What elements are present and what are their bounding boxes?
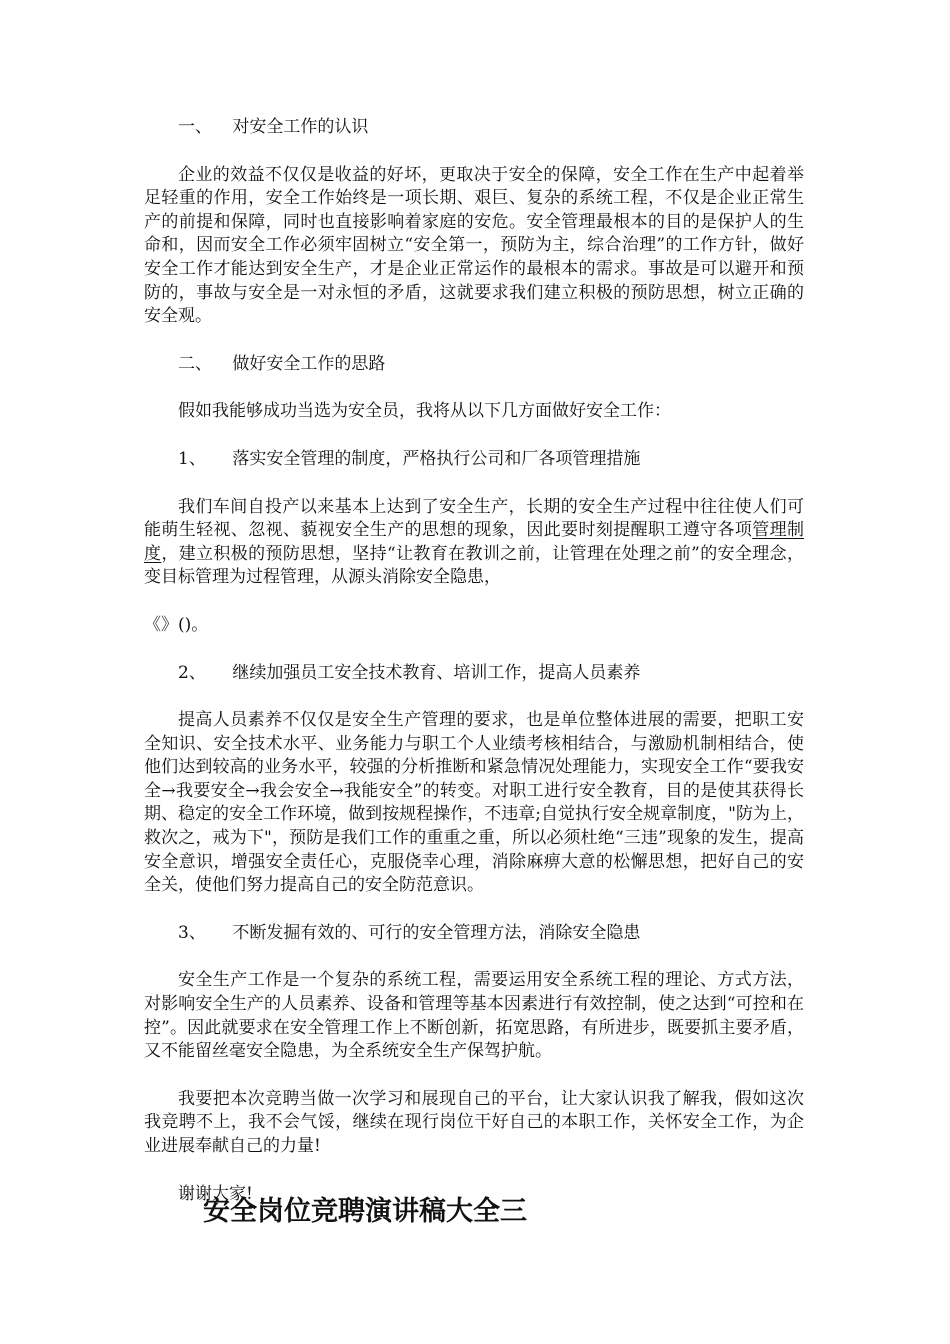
paragraph-4: 提高人员素养不仅仅是安全生产管理的要求，也是单位整体进展的需要，把职工安全知识、安全技术水平、业务能力与职工个人业绩考核相结合，与激励机制相结合，使他们达到较高的业务水平，较强的分析推断和紧急情况处理能力，实现安全工作“要我安全→我要安全→我会安全→我能安全”的转变。对职工进行安全教育，目的是使其获得长期、稳定的安全工作环境，做到按规程操作，不违章;自觉执行安全规章制度，"防为上，救次之，戒为下"，预防是我们工作的重重之重，所以必须杜绝“三违”现象的发生，提高安全意识，增强安全责任心，克服侥幸心理，消除麻痹大意的松懈思想，把好自己的安全关，使他们努力提高自己的安全防范意识。 bbox=[144, 710, 804, 896]
item-number: 2、 bbox=[178, 662, 206, 683]
heading-text: 对安全工作的认识 bbox=[232, 117, 369, 137]
list-item-1-heading bbox=[144, 448, 804, 472]
next-section-title: 安全岗位竞聘演讲稿大全三 bbox=[203, 1196, 527, 1227]
item-number: 3、 bbox=[178, 922, 206, 943]
item-text: 不断发掘有效的、可行的安全管理方法，消除安全隐患 bbox=[232, 922, 641, 943]
heading-text: 做好安全工作的思路 bbox=[232, 353, 386, 374]
document-body bbox=[144, 116, 804, 1230]
heading-number: 一、 bbox=[178, 117, 212, 137]
paragraph-3-text-b: ，建立积极的预防思想，坚持“让教育在教训之前，让管理在处理之前”的安全理念，变目标管理为过程管理，从源头消除安全隐患， bbox=[144, 543, 804, 588]
paragraph-1: 企业的效益不仅仅是收益的好坏，更取决于安全的保障，安全工作在生产中起着举足轻重的作用，安全工作始终是一项长期、艰巨、复杂的系统工程，不仅是企业正常生产的前提和保障，同时也直接影响着家庭的安危。安全管理最根本的目的是保护人的生命和，因而安全工作必须牢固树立“安全第一，预防为主，综合治理”的工作方针，做好安全工作才能达到安全生产，才是企业正常运作的最根本的需求。事故是可以避开和预防的，事故与安全是一对永恒的矛盾，这就要求我们建立积极的预防思想，树立正确的安全观。 bbox=[144, 164, 804, 327]
management-system-link[interactable]: 管理制度 bbox=[144, 520, 805, 564]
list-item-2-heading bbox=[144, 662, 804, 686]
paragraph-3-tail: 《》()。 bbox=[144, 614, 209, 635]
paragraph-3 bbox=[144, 496, 804, 590]
paragraph-2: 假如我能够成功当选为安全员，我将从以下几方面做好安全工作： bbox=[178, 401, 671, 422]
paragraph-3-text-a: 我们车间自投产以来基本上达到了安全生产，长期的安全生产过程中往往使人们可能萌生轻视、忽视、藐视安全生产的思想的现象，因此要时刻提醒职工遵守各项 bbox=[144, 496, 804, 541]
item-number: 1、 bbox=[178, 448, 206, 469]
list-item-3-heading bbox=[144, 922, 804, 946]
closing-thanks: 谢谢大家! bbox=[178, 1183, 253, 1204]
heading-number: 二、 bbox=[178, 353, 212, 374]
paragraph-6: 我要把本次竞聘当做一次学习和展现自己的平台，让大家认识我了解我，假如这次我竞聘不上，我不会气馁，继续在现行岗位干好自己的本职工作，关怀安全工作，为企业进展奉献自己的力量! bbox=[144, 1088, 804, 1156]
paragraph-5: 安全生产工作是一个复杂的系统工程，需要运用安全系统工程的理论、方式方法，对影响安全生产的人员素养、设备和管理等基本因素进行有效控制，使之达到“可控和在控”。因此就要求在安全管理工作上不断创新，拓宽思路，有所进步，既要抓主要矛盾，又不能留丝毫安全隐患，为全系统安全生产保驾护航。 bbox=[144, 970, 804, 1062]
section-heading-2 bbox=[144, 353, 804, 377]
item-text: 落实安全管理的制度，严格执行公司和厂各项管理措施 bbox=[232, 448, 641, 469]
section-heading-1 bbox=[144, 116, 804, 140]
item-text: 继续加强员工安全技术教育、培训工作，提高人员素养 bbox=[232, 662, 641, 683]
